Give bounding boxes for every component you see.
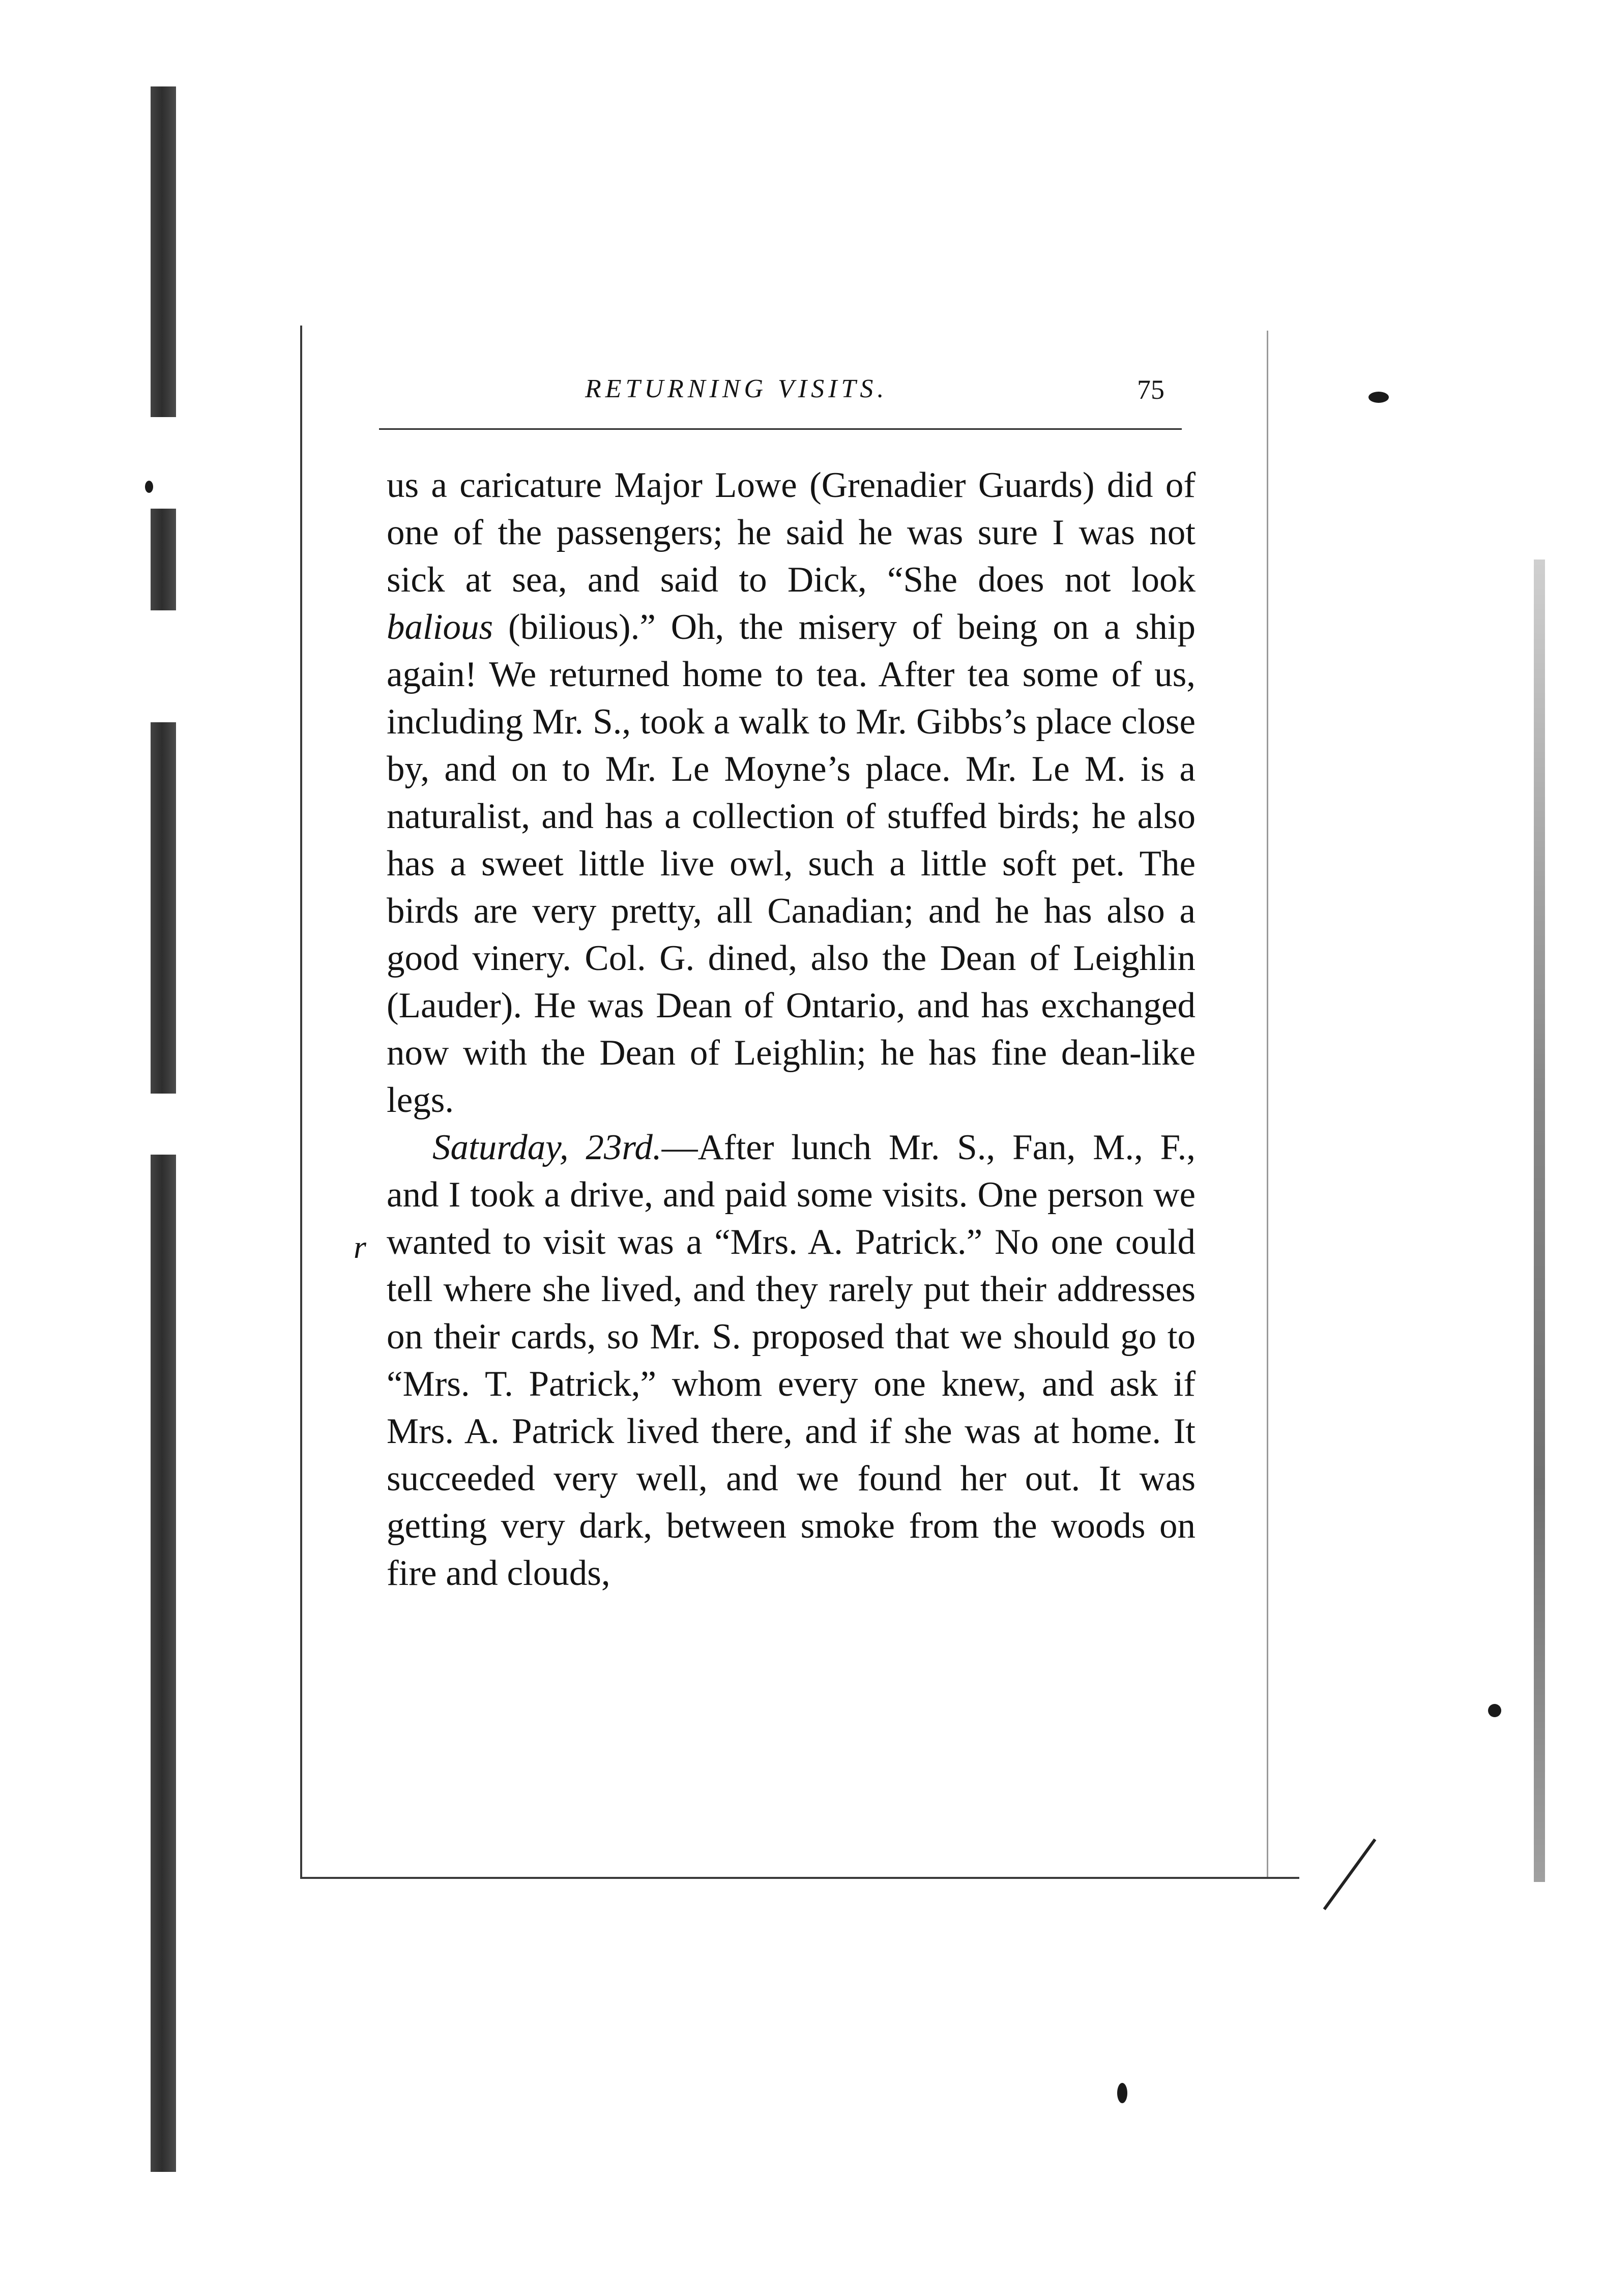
margin-annotation: r: [354, 1229, 366, 1265]
paragraph-text: us a caricature Major Lowe (Grenadier Guards) did of one of the passengers; he said he was sure I was not sick at sea, and said to Dick, “She does not look: [387, 465, 1196, 600]
body-text: [387, 462, 1196, 1597]
paragraph-text: (bilious).” Oh, the misery of being on a ship again! We returned home to tea. After tea some of us, including Mr. S., took a walk to Mr. Gibbs’s place close by, and on to Mr. Le Moyne’s place. Mr. Le M. is a naturalist, and has a collection of stuffed birds; he also has a sweet little live owl, such a little soft pet. The birds are very pretty, all Canadian; and he has also a good vinery. Col. G. dined, also the Dean of Leighlin (Lauder). He was Dean of Ontario, and has exchanged now with the Dean of Leighlin; he has fine dean-like legs.: [387, 607, 1196, 1120]
binding-gap: [151, 1094, 176, 1155]
header-rule: [379, 428, 1182, 430]
paragraph: [387, 462, 1196, 1124]
page-number: 75: [1137, 374, 1164, 405]
page-frame-right-edge: [1267, 331, 1268, 1877]
ink-speck: [1368, 392, 1389, 403]
ink-speck: [1117, 2083, 1127, 2103]
right-edge-shadow: [1534, 560, 1545, 1882]
italic-word: balious: [387, 607, 493, 647]
paragraph-text: —After lunch Mr. S., Fan, M., F., and I took a drive, and paid some visits. One person we wanted to visit was a “Mrs. A. Patrick.” No one could tell where she lived, and they rarely put their addresses on their cards, so Mr. S. proposed that we should go to “Mrs. T. Patrick,” whom every one knew, and ask if Mrs. A. Patrick lived there, and if she was at home. It succeeded very well, and we found her out. It was getting very dark, between smoke from the woods on fire and clouds,: [387, 1128, 1196, 1593]
binding-gap: [151, 417, 176, 509]
binding-gap: [151, 610, 176, 722]
ink-speck: [1488, 1704, 1501, 1717]
ink-speck: [145, 481, 153, 493]
paragraph: [387, 1124, 1196, 1597]
pencil-slash-mark: [1323, 1838, 1377, 1910]
running-head: RETURNING VISITS.: [585, 374, 888, 403]
date-heading: Saturday, 23rd.: [432, 1128, 662, 1167]
